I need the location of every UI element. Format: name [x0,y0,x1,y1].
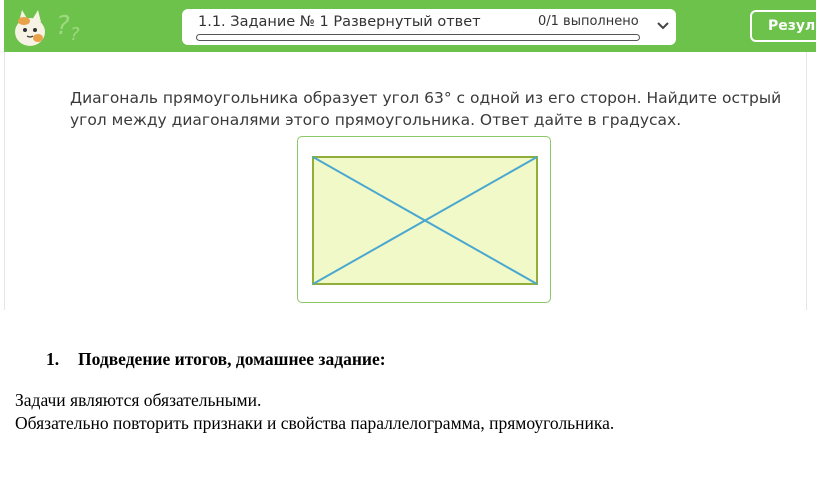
figure-frame [297,136,551,303]
body-line-1: Задачи являются обязательными. [15,390,262,410]
section-heading-text: Подведение итогов, домашнее задание: [78,349,386,369]
task-title: 1.1. Задание № 1 Развернутый ответ [198,14,481,30]
problem-statement: Диагональ прямоугольника образует угол 63° с одной из его сторон. Найдите острый угол между диагоналями этого прямоугольника. Ответ дайте в градусах. [70,89,782,129]
question-marks-icon: ? [56,11,70,41]
task-progress-text: 0/1 выполнено [538,14,639,29]
chevron-down-icon[interactable] [656,21,670,31]
body-line-2: Обязательно повторить признаки и свойства параллелограмма, прямоугольника. [15,413,615,433]
cat-mascot-icon [10,2,88,50]
top-bar [4,0,825,52]
results-button[interactable]: Резуль [750,10,830,42]
task-select-dropdown[interactable] [182,9,676,45]
rectangle-figure [298,137,550,302]
svg-text:?: ? [70,24,80,45]
task-progress-bar [196,34,640,41]
content-right-border [806,52,807,310]
section-heading [46,349,386,370]
section-number: 1. [46,349,60,369]
content-left-border [4,52,5,310]
